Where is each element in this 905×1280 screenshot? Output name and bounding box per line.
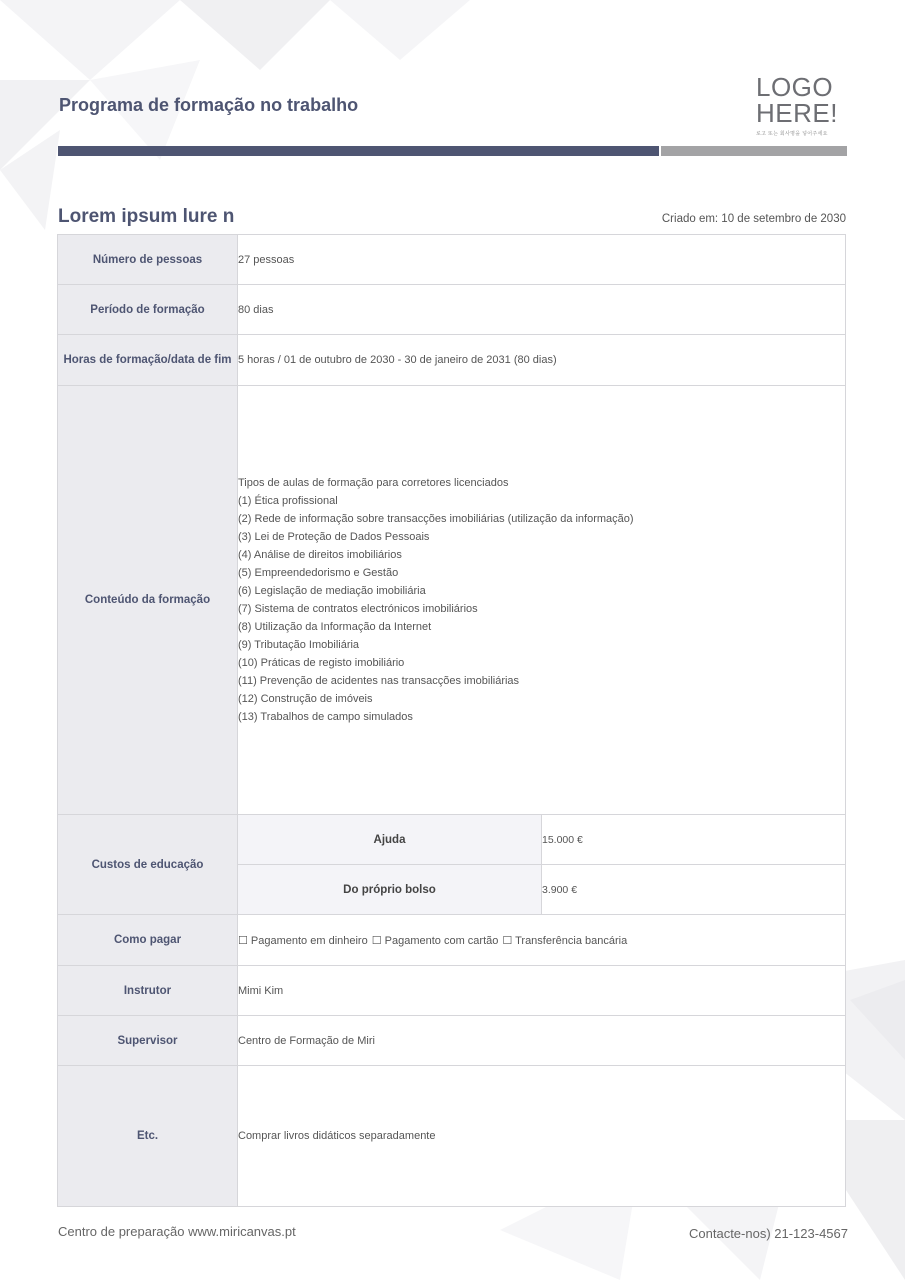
value-hours: 5 horas / 01 de outubro de 2030 - 30 de janeiro de 2031 (80 dias) [238, 335, 846, 386]
value-people: 27 pessoas [238, 235, 846, 285]
section-heading: Lorem ipsum lure n [58, 206, 235, 227]
label-instructor: Instrutor [58, 966, 238, 1016]
row-instructor [58, 966, 846, 1016]
logo-text-line1: LOGO [756, 72, 834, 102]
label-period: Período de formação [58, 285, 238, 335]
row-people [58, 235, 846, 285]
logo-subtitle: 로고 또는 회사명을 넣어주세요 [756, 131, 828, 137]
content-line: (11) Prevenção de acidentes nas transacções imobiliárias [238, 675, 520, 687]
content-line: (4) Análise de direitos imobiliários [238, 549, 402, 561]
row-content [58, 386, 846, 815]
label-etc: Etc. [58, 1066, 238, 1207]
logo-text-line2: HERE! [756, 98, 838, 128]
document-title: Programa de formação no trabalho [59, 95, 359, 115]
label-costs: Custos de educação [58, 815, 238, 915]
content-line: (3) Lei de Proteção de Dados Pessoais [238, 531, 430, 543]
value-period: 80 dias [238, 285, 846, 335]
content-line: (7) Sistema de contratos electrónicos imobiliários [238, 603, 478, 615]
content-line: (12) Construção de imóveis [238, 693, 373, 705]
value-etc: Comprar livros didáticos separadamente [238, 1066, 846, 1207]
content-line: (6) Legislação de mediação imobiliária [238, 585, 426, 597]
content-line: (8) Utilização da Informação da Internet [238, 621, 432, 633]
value-supervisor: Centro de Formação de Miri [238, 1016, 846, 1066]
row-period [58, 285, 846, 335]
row-supervisor [58, 1016, 846, 1066]
label-content: Conteúdo da formação [58, 386, 238, 815]
content-line: (13) Trabalhos de campo simulados [238, 711, 413, 723]
label-own: Do próprio bolso [238, 865, 542, 915]
value-own: 3.900 € [542, 865, 846, 915]
label-aid: Ajuda [238, 815, 542, 865]
label-supervisor: Supervisor [58, 1016, 238, 1066]
label-payment: Como pagar [58, 915, 238, 966]
row-etc [58, 1066, 846, 1207]
payment-option-transfer[interactable]: ☐ Transferência bancária [502, 934, 628, 947]
row-costs-aid [58, 815, 846, 865]
payment-option-cash[interactable]: ☐ Pagamento em dinheiro [238, 934, 368, 947]
header-rule-dark [58, 146, 659, 156]
footer-address: Centro de preparação www.miricanvas.pt [58, 1224, 296, 1239]
value-aid: 15.000 € [542, 815, 846, 865]
payment-option-card[interactable]: ☐ Pagamento com cartão [371, 934, 499, 947]
label-people: Número de pessoas [58, 235, 238, 285]
content-line: (9) Tributação Imobiliária [238, 639, 360, 651]
row-payment [58, 915, 846, 966]
value-content [238, 386, 846, 815]
footer-contact: Contacte-nos) 21-123-4567 [689, 1226, 848, 1241]
content-line: Tipos de aulas de formação para corretores licenciados [238, 477, 509, 489]
created-date: Criado em: 10 de setembro de 2030 [661, 213, 846, 225]
value-payment [238, 915, 846, 966]
content-line: (2) Rede de informação sobre transacções imobiliárias (utilização da informação) [238, 513, 634, 525]
header-rule-grey [661, 146, 847, 156]
logo [756, 74, 848, 137]
content-line: (1) Ética profissional [238, 495, 338, 507]
row-hours [58, 335, 846, 386]
training-form-table [57, 234, 846, 1207]
value-instructor: Mimi Kim [238, 966, 846, 1016]
content-line: (10) Práticas de registo imobiliário [238, 657, 405, 669]
content-line: (5) Empreendedorismo e Gestão [238, 567, 399, 579]
label-hours: Horas de formação/data de fim [58, 335, 238, 386]
